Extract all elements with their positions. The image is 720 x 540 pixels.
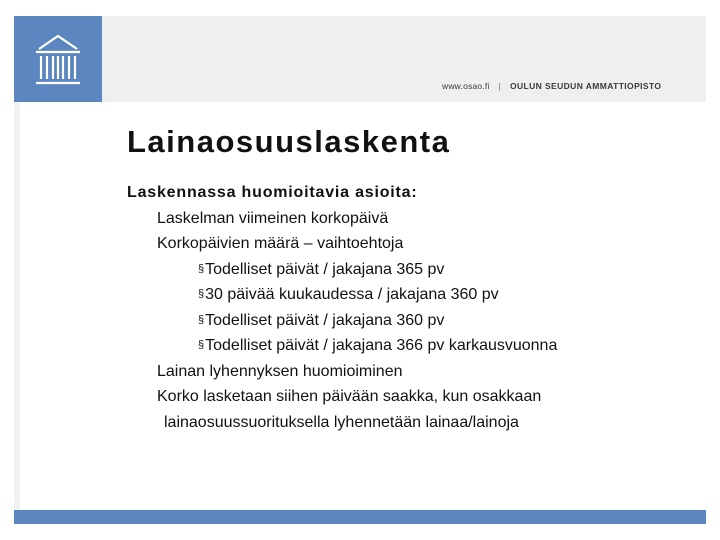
organization-name: OULUN SEUDUN AMMATTIOPISTO — [509, 81, 662, 91]
sub-list-item-text: Todelliset päivät / jakajana 365 pv — [205, 260, 445, 278]
footer-bar — [14, 510, 706, 524]
header-caption — [442, 81, 661, 91]
bullet-icon: § — [198, 288, 205, 300]
sub-list-item — [127, 308, 707, 334]
sub-list-item — [127, 333, 707, 359]
list-item-continuation: lainaosuussuorituksella lyhennetään lainaa/lainoja — [164, 413, 519, 431]
building-columns-icon — [14, 16, 102, 102]
slide-title: Lainaosuuslaskenta — [127, 124, 451, 159]
list-item: Lainan lyhennyksen huomioiminen — [157, 362, 403, 380]
logo — [14, 16, 102, 102]
sub-list-item-text: Todelliset päivät / jakajana 360 pv — [205, 311, 445, 329]
slide-subtitle: Laskennassa huomioitavia asioita: — [127, 184, 418, 201]
sub-list-item-text: 30 päivää kuukaudessa / jakajana 360 pv — [205, 286, 499, 303]
list-item: Laskelman viimeinen korkopäivä — [157, 209, 389, 227]
website-link[interactable]: www.osao.fi — [442, 81, 490, 91]
bullet-icon: § — [198, 339, 205, 351]
left-strip — [14, 102, 20, 510]
sub-list-item — [127, 257, 707, 283]
header-separator: | — [498, 81, 501, 91]
bullet-icon: § — [198, 313, 205, 326]
sub-list-item — [127, 282, 707, 308]
list-item: Korkopäivien määrä – vaihtoehtoja — [157, 235, 404, 252]
bullet-icon: § — [198, 262, 205, 275]
slide-content — [127, 180, 707, 435]
sub-list-item-text: Todelliset päivät / jakajana 366 pv karkausvuonna — [205, 337, 558, 354]
list-item: Korko lasketaan siihen päivään saakka, kun osakkaan — [157, 388, 542, 405]
